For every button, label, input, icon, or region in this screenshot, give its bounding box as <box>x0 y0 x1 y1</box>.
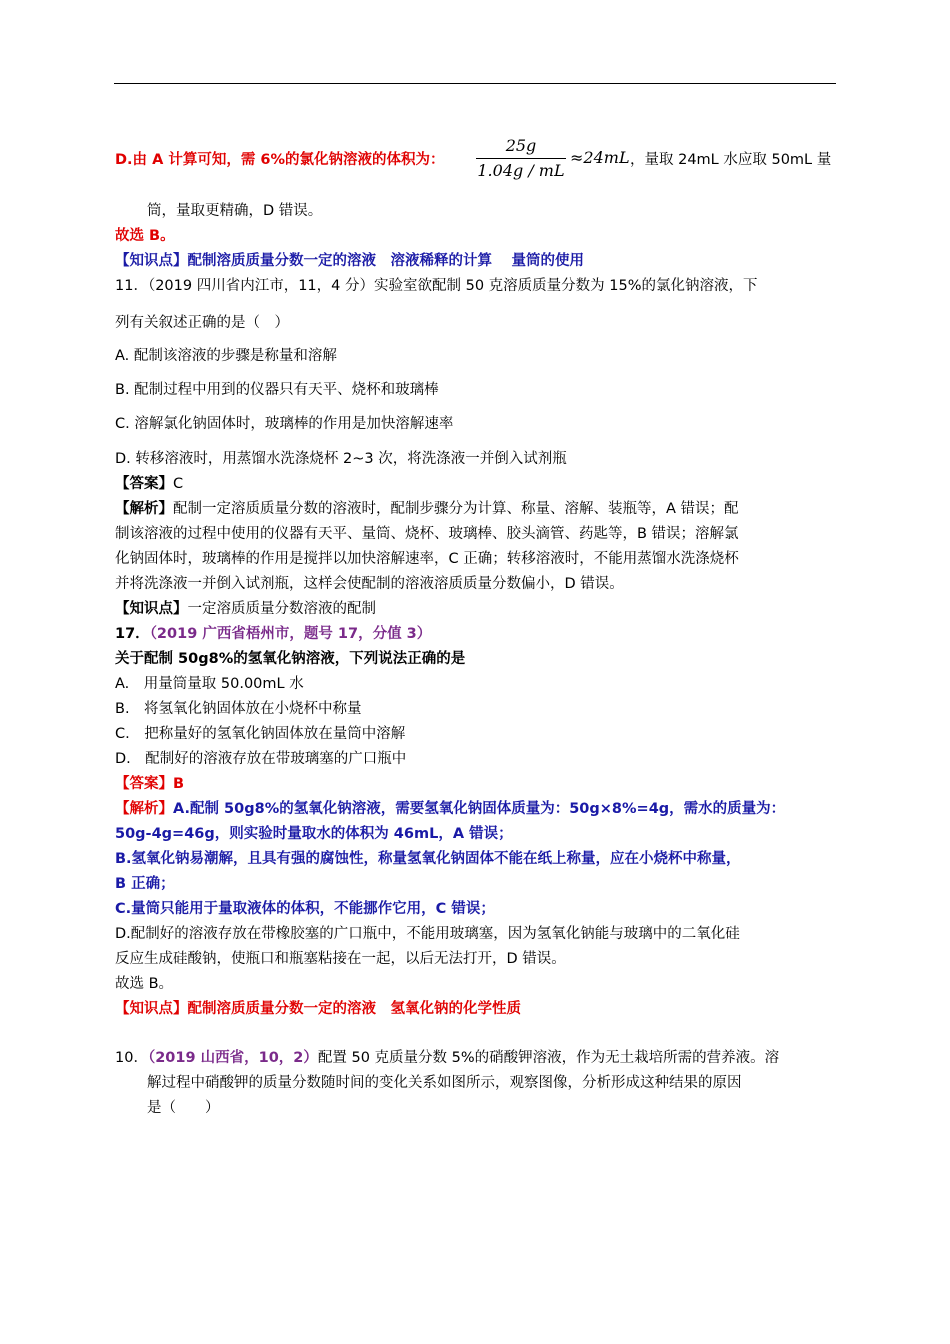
q10-line2: 解过程中硝酸钾的质量分数随时间的变化关系如图所示，观察图像，分析形成这种结果的原因 <box>147 1075 742 1091</box>
q17-analysis-line3: B.氢氧化钠易潮解，且具有强的腐蚀性，称量氢氧化钠固体不能在纸上称量，应在小烧杯中称量， <box>115 851 741 867</box>
analysis-text: A.配制 50g8%的氢氧化钠溶液，需要氢氧化钠固体质量为：50g×8%=4g，需水的质量为： <box>173 801 786 817</box>
q11-option-a: A. 配制该溶液的步骤是称量和溶解 <box>115 348 337 364</box>
q11-option-b: B. 配制过程中用到的仪器只有天平、烧杯和玻璃棒 <box>115 382 439 398</box>
q11-answer <box>115 474 183 494</box>
analysis-label: 【解析】 <box>115 801 173 817</box>
option-d-explanation: D.由 A 计算可知，需 6%的氯化钠溶液的体积为： <box>115 152 445 168</box>
fraction-denominator: 1.04g / mL <box>477 161 565 180</box>
fraction-bar <box>476 158 566 159</box>
q11-stem-line1: 11．（2019 四川省内江市，11，4 分）实验室欲配制 50 克溶质质量分数为 15%的氯化钠溶液，下 <box>115 278 758 294</box>
q11-option-d: D. 转移溶液时，用蒸馏水洗涤烧杯 2~3 次，将洗涤液一并倒入试剂瓶 <box>115 451 567 467</box>
q17-analysis-line2: 50g-4g=46g，则实验时量取水的体积为 46mL，A 错误； <box>115 826 513 842</box>
q17-analysis-line4: B 正确； <box>115 876 175 892</box>
q11-analysis-line2: 制该溶液的过程中使用的仪器有天平、量筒、烧杯、玻璃棒、胶头滴管、药匙等，B 错误；溶解氯 <box>115 526 739 542</box>
option-d-suffix: ，量取 24mL 水应取 50mL 量 <box>630 152 832 168</box>
knowledge-text: 一定溶质质量分数溶液的配制 <box>187 601 376 617</box>
knowledge-text: 配制溶质质量分数一定的溶液 溶液稀释的计算 量筒的使用 <box>187 253 585 269</box>
question-number: 17． <box>115 626 150 642</box>
answer-label: 【答案】 <box>115 476 173 492</box>
fraction-numerator: 25g <box>505 136 537 155</box>
q11-analysis-line3: 化钠固体时，玻璃棒的作用是搅拌以加快溶解速率，C 正确；转移溶液时，不能用蒸馏水洗涤烧杯 <box>115 551 739 567</box>
knowledge-point-1 <box>115 251 584 271</box>
q11-analysis-line4: 并将洗涤液一并倒入试剂瓶，这样会使配制的溶液溶质质量分数偏小，D 错误。 <box>115 576 624 592</box>
q10-line3: 是（ ） <box>147 1100 220 1116</box>
q17-analysis-line5: C.量筒只能用于量取液体的体积，不能挪作它用，C 错误； <box>115 901 495 917</box>
question-text: 配置 50 克质量分数 5%的硝酸钾溶液，作为无土栽培所需的营养液。溶 <box>317 1050 780 1066</box>
header-rule <box>114 83 836 84</box>
q17-analysis-line6: D.配制好的溶液存放在带橡胶塞的广口瓶中，不能用玻璃塞，因为氢氧化钠能与玻璃中的二氧化硅 <box>115 926 740 942</box>
question-number: 10． <box>115 1050 148 1066</box>
option-d-continuation: 筒，量取更精确，D 错误。 <box>147 203 323 219</box>
answer-value: C <box>173 476 184 492</box>
q17-option-d: D. 配制好的溶液存放在带玻璃塞的广口瓶中 <box>115 751 407 767</box>
q17-option-a: A. 用量筒量取 50.00mL 水 <box>115 676 304 692</box>
conclusion-1: 故选 B。 <box>115 228 175 244</box>
knowledge-point-11 <box>115 599 376 619</box>
question-source: （2019 山西省，10，2） <box>147 1050 318 1066</box>
q11-option-c: C. 溶解氯化钠固体时，玻璃棒的作用是加快溶解速率 <box>115 416 454 432</box>
analysis-text: 配制一定溶质质量分数的溶液时，配制步骤分为计算、称量、溶解、装瓶等，A 错误；配 <box>173 501 739 517</box>
q11-analysis-line1 <box>115 499 739 519</box>
knowledge-point-17: 【知识点】配制溶质质量分数一定的溶液 氢氧化钠的化学性质 <box>115 1001 521 1017</box>
q17-option-b: B. 将氢氧化钠固体放在小烧杯中称量 <box>115 701 362 717</box>
q11-stem-line2: 列有关叙述正确的是（ ） <box>115 315 289 331</box>
knowledge-label: 【知识点】 <box>115 253 188 269</box>
q17-analysis-line7: 反应生成硅酸钠，使瓶口和瓶塞粘接在一起，以后无法打开，D 错误。 <box>115 951 566 967</box>
question-source: （2019 广西省梧州市，题号 17，分值 3） <box>149 626 432 642</box>
conclusion-2: 故选 B。 <box>115 976 174 992</box>
approx-result: ≈24mL <box>570 148 630 167</box>
q17-stem: 关于配制 50g8%的氢氧化钠溶液，下列说法正确的是 <box>115 651 466 667</box>
volume-fraction <box>476 136 566 181</box>
analysis-label: 【解析】 <box>115 501 173 517</box>
q17-analysis-line1 <box>115 799 785 819</box>
q10-line1 <box>115 1048 779 1068</box>
q17-answer: 【答案】B <box>115 776 185 792</box>
q17-option-c: C. 把称量好的氢氧化钠固体放在量筒中溶解 <box>115 726 406 742</box>
knowledge-label: 【知识点】 <box>115 601 188 617</box>
q17-header <box>115 624 431 644</box>
